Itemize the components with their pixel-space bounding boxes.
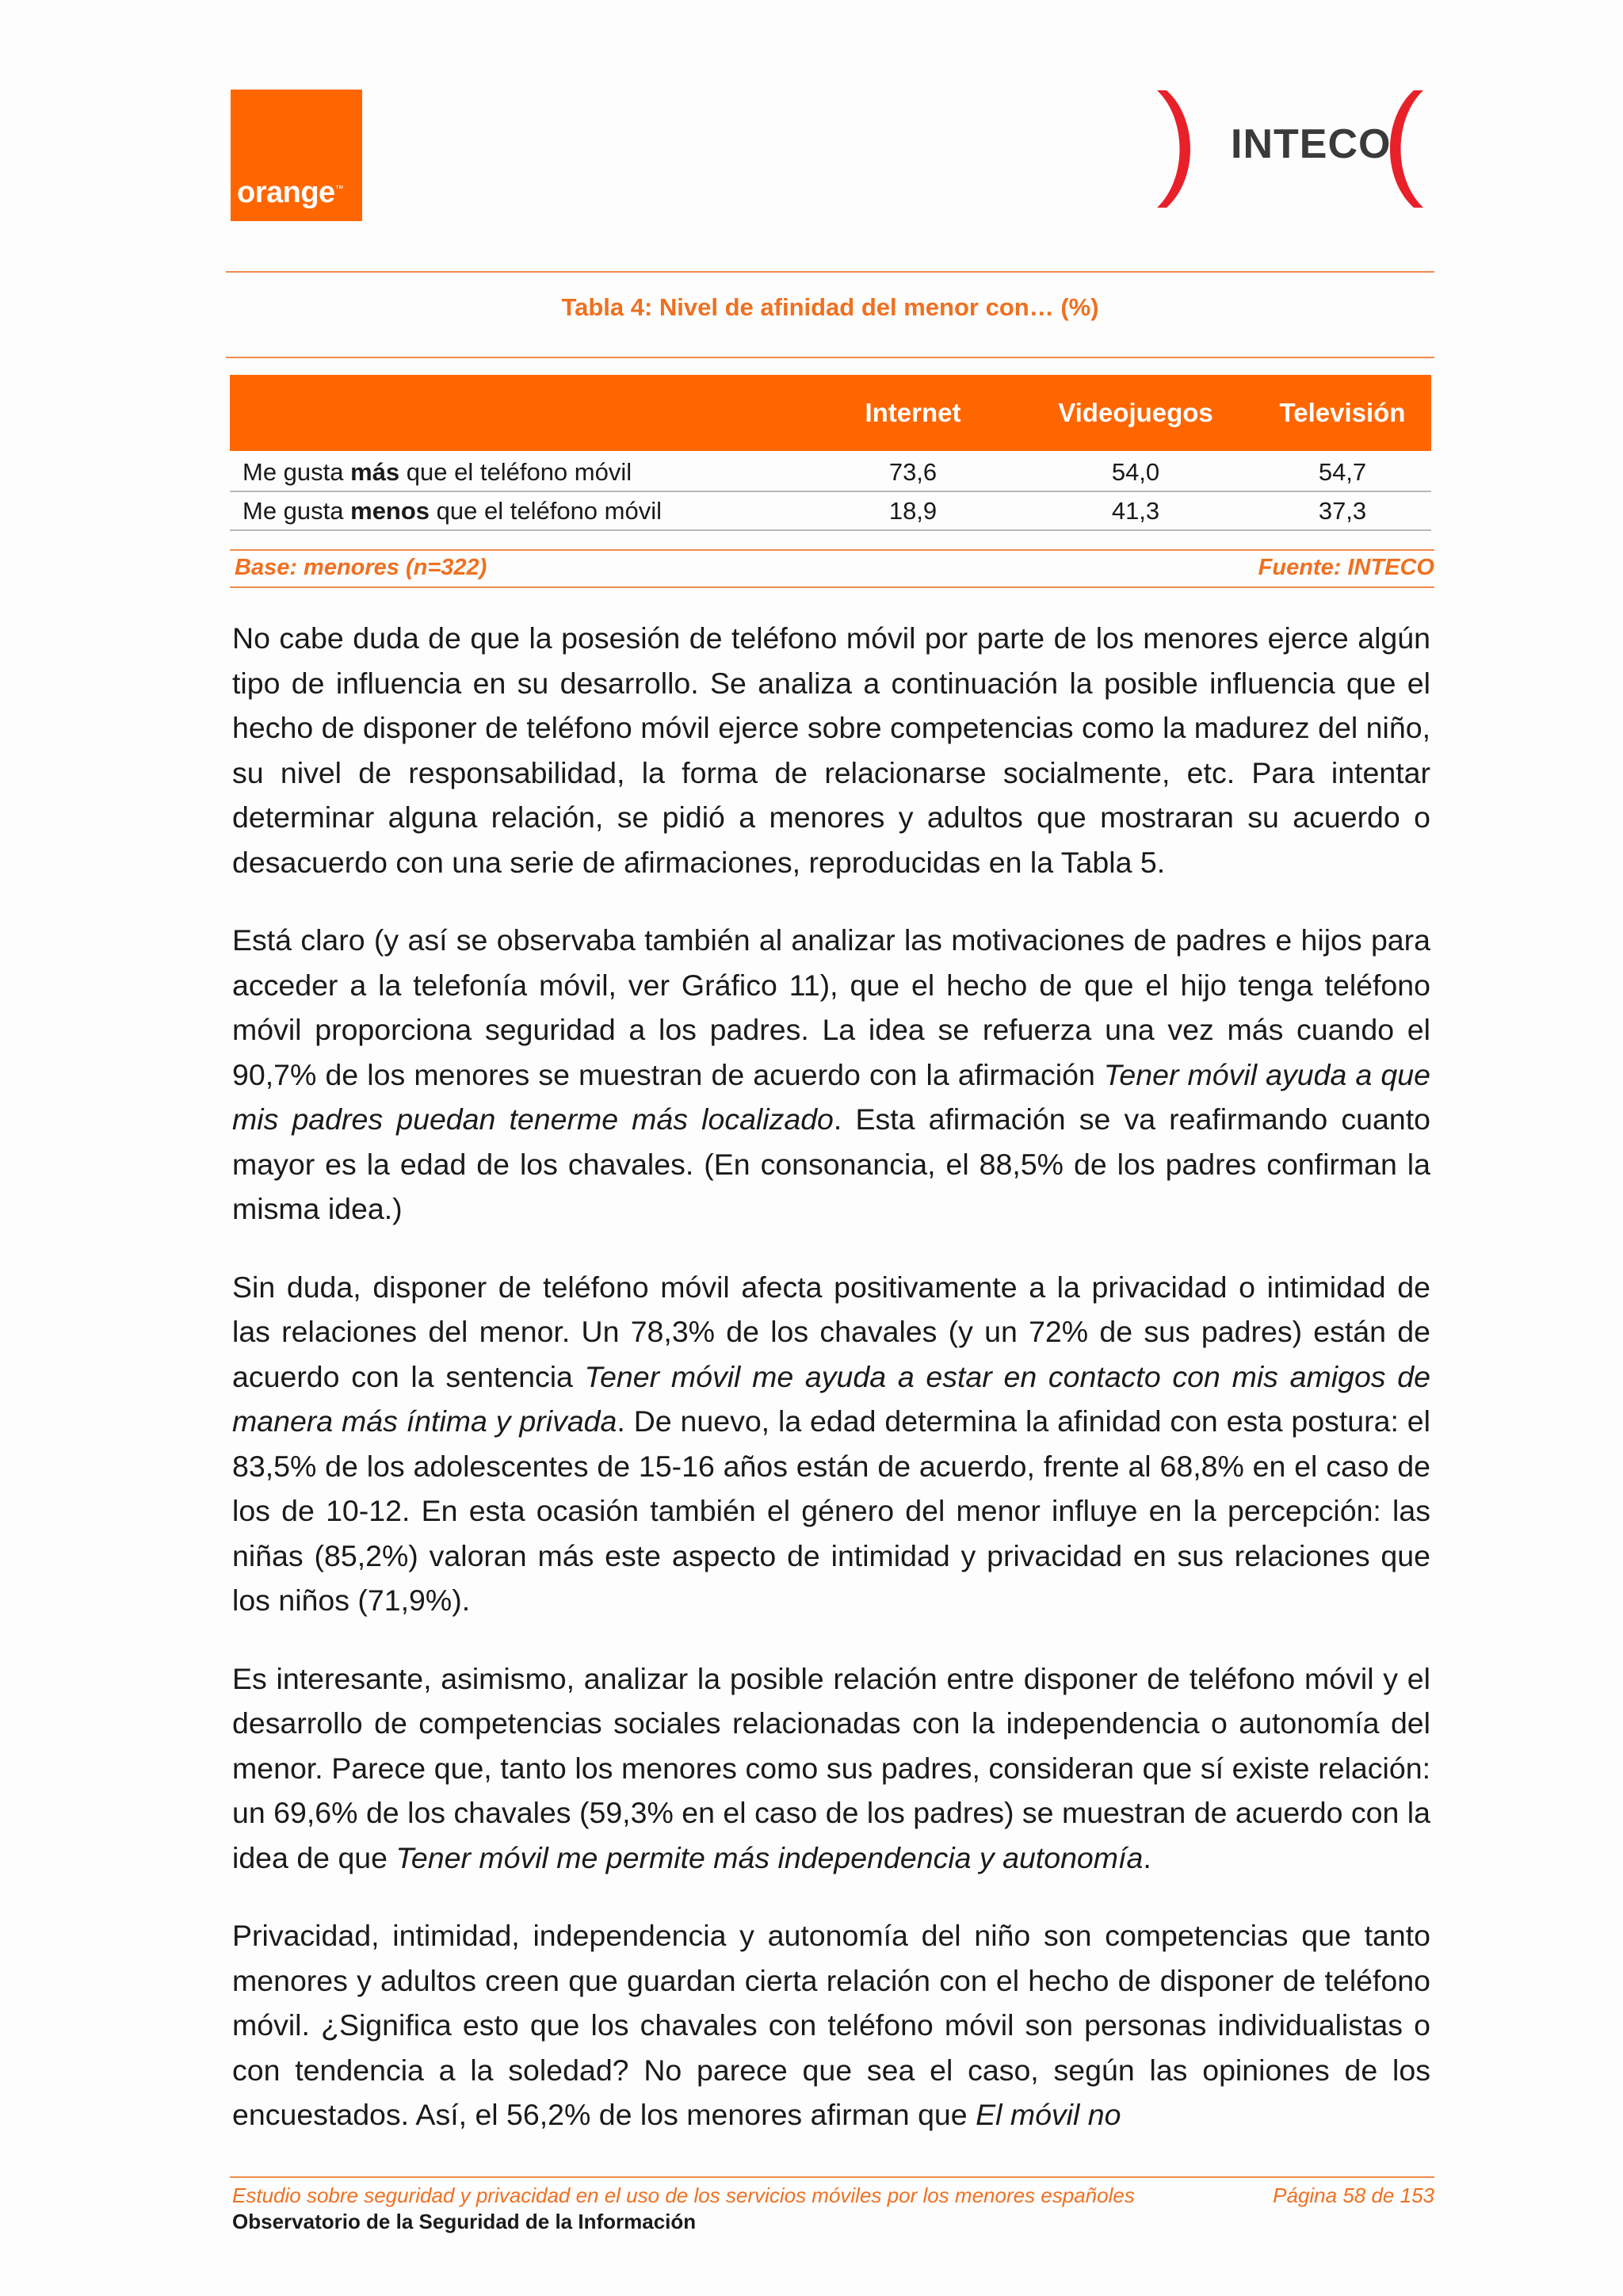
paragraph [232,1656,1430,1881]
row-label: Me gusta más que el teléfono móvil [230,453,808,492]
paragraph [232,616,1430,884]
column-header-television: Televisión [1254,375,1431,453]
italic-quote: Tener móvil me permite más independencia y autonomía [395,1840,1144,1874]
footer-page-number: Página 58 de 153 [1273,2183,1434,2207]
text-run: . De nuevo, la edad determina la afinidad con esta postura: el 83,5% de los adolescentes de 15-16 años están de acuerdo, frente al 68,8% en el caso de los de 10-12. En esta ocasión también el género del menor influye en la percepción: las niñas (85,2%) valoran más este aspecto de intimidad y privacidad en sus relaciones que los niños (71,9%). [232,1404,1430,1617]
text-run: No cabe duda de que la posesión de teléfono móvil por parte de los menores ejerce algún tipo de influencia en su desarrollo. Se analiza a continuación la posible influencia que el hecho de disponer de teléfono móvil ejerce sobre competencias como la madurez del niño, su nivel de responsabilidad, la forma de relacionarse socialmente, etc. Para intentar determinar alguna relación, se pidió a menores y adultos que mostraran su acuerdo o desacuerdo con una serie de afirmaciones, reproducidas en la Tabla 5. [232,621,1430,879]
italic-quote: Tener móvil ayuda a que mis padres puedan tenerme más localizado [232,1057,1431,1136]
table-source-note: Fuente: INTECO [1258,555,1434,580]
base-bottom-rule [230,586,1434,588]
italic-quote: El móvil no [976,2098,1121,2131]
inteco-wordmark: INTECO [1231,121,1392,167]
footer-rule [230,2176,1434,2178]
cell-internet: 18,9 [808,491,1018,530]
column-header [230,375,808,453]
cell-internet: 73,6 [808,453,1018,492]
table-caption: Tabla 4: Nivel de afinidad del menor con… (%) [561,293,1099,321]
orange-logo-wordmark: orange™ [237,176,344,209]
text-run: . [1143,1840,1151,1874]
body-text [232,616,1430,2171]
caption-bottom-rule [226,357,1434,358]
cell-videojuegos: 41,3 [1018,491,1254,530]
row-label: Me gusta menos que el teléfono móvil [230,491,808,530]
text-run: Privacidad, intimidad, independencia y autonomía del niño son competencias que tanto menores y adultos creen que guardan cierta relación con el hecho de disponer de teléfono móvil. ¿Significa esto que los chavales con teléfono móvil son personas individualistas o con tendencia a la soledad? No parece que sea el caso, según las opiniones de los encuestados. Así, el 56,2% de los menores afirman que [232,1919,1430,2131]
paragraph [232,1913,1430,2137]
table-row [230,491,1431,530]
orange-logo [231,90,362,221]
paragraph [232,1265,1430,1623]
footer-study-title: Estudio sobre seguridad y privacidad en el uso de los servicios móviles por los menores españoles [232,2183,1135,2207]
inteco-logo [1149,86,1434,212]
paragraph [232,918,1430,1232]
cell-videojuegos: 54,0 [1018,453,1254,492]
text-run: Sin duda, disponer de teléfono móvil afecta positivamente a la privacidad o intimidad de las relaciones del menor. Un 78,3% de los chavales (y un 72% de sus padres) están de acuerdo con la sentencia [232,1270,1430,1393]
caption-top-rule [226,271,1434,273]
cell-television: 37,3 [1254,491,1431,530]
table-row [230,453,1431,492]
text-run: Está claro (y así se observaba también al analizar las motivaciones de padres e hijos para acceder a la telefonía móvil, ver Gráfico 11), que el hecho de que el hijo tenga teléfono móvil proporciona seguridad a los padres. La idea se refuerza una vez más cuando el 90,7% de los menores se muestran de acuerdo con la afirmación [232,923,1430,1091]
column-header-internet: Internet [808,375,1018,453]
footer-organization: Observatorio de la Seguridad de la Información [232,2210,697,2233]
table-base-note: Base: menores (n=322) [235,555,487,580]
affinity-table [230,375,1431,531]
cell-television: 54,7 [1254,453,1431,492]
text-run: . Esta afirmación se va reafirmando cuanto mayor es la edad de los chavales. (En consonancia, el 88,5% de los padres confirman la misma idea.) [232,1102,1430,1225]
italic-quote: Tener móvil me ayuda a estar en contacto con mis amigos de manera más íntima y privada [232,1359,1430,1438]
base-top-rule [230,549,1434,551]
column-header-videojuegos: Videojuegos [1018,375,1254,453]
table-header-row [230,375,1431,453]
text-run: Es interesante, asimismo, analizar la posible relación entre disponer de teléfono móvil y el desarrollo de competencias sociales relacionadas con la independencia o autonomía del menor. Parece que, tanto los menores como sus padres, consideran que sí existe relación: un 69,6% de los chavales (59,3% en el caso de los padres) se muestran de acuerdo con la idea de que [232,1661,1430,1874]
